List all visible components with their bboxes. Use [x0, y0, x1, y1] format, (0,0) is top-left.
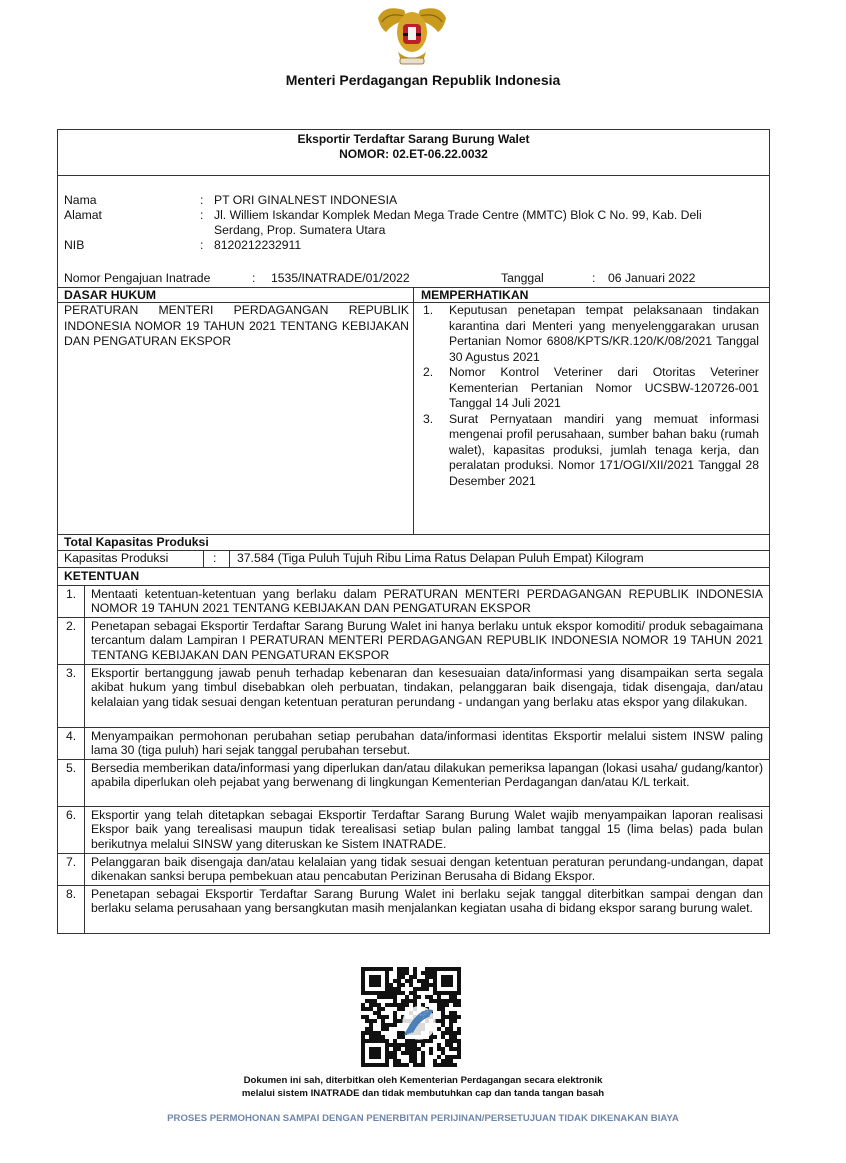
company-address: Jl. Williem Iskandar Komplek Medan Mega Trade Centre (MMTC) Blok C No. 99, Kab. Deli Serdang, Prop. Sumatera Utara [214, 208, 702, 237]
ministry-title: Menteri Perdagangan Republik Indonesia [285, 72, 561, 88]
certificate-number: NOMOR: 02.ET-06.22.0032 [339, 147, 488, 161]
nib-label: NIB [64, 238, 85, 252]
capacity-label: Kapasitas Produksi [64, 551, 169, 565]
considering-heading: MEMPERHATIKAN [421, 288, 529, 302]
divider [57, 567, 770, 568]
company-name: PT ORI GINALNEST INDONESIA [214, 193, 398, 207]
submission-date-label: Tanggal [501, 271, 544, 285]
considering-list [419, 303, 759, 489]
column-divider [413, 287, 414, 534]
provision-item: 4. Menyampaikan permohonan perubahan setiap perubahan data/informasi identitas Eksportir melalui sistem INSW paling lama 30 (tiga puluh) hari sejak tanggal perubahan tersebut. [58, 727, 769, 759]
cell-divider [229, 550, 230, 567]
provision-item: 8. Penetapan sebagai Eksportir Terdaftar Sarang Burung Walet ini berlaku sejak tanggal diterbitkan sampai dengan dan berlaku selama perusahaan yang bersangkutan masih menjalankan kegiatan usaha di bidang ekspor sarang burung walet. [58, 885, 769, 917]
capacity-heading: Total Kapasitas Produksi [64, 535, 209, 549]
fee-notice: PROSES PERMOHONAN SAMPAI DENGAN PENERBITAN PERIJINAN/PERSETUJUAN TIDAK DIKENAKAN BIAYA [167, 1113, 679, 1124]
provision-item: 2. Penetapan sebagai Eksportir Terdaftar Sarang Burung Walet ini hanya berlaku untuk ekspor komoditi/ produk sebagaimana tercantum dalam Lampiran I PERATURAN MENTERI PERDAGANGAN REPUBLIK INDONESIA NOMOR 19 TAHUN 2021 TENTANG KEBIJAKAN DAN PENGATURAN EKSPOR [58, 617, 769, 663]
submission-date-separator: : [592, 271, 596, 285]
legal-basis-text: PERATURAN MENTERI PERDAGANGAN REPUBLIK INDONESIA NOMOR 19 TAHUN 2021 TENTANG KEBIJAKAN DAN PENGATURAN EKSPOR [64, 303, 409, 348]
submission-number: 1535/INATRADE/01/2022 [271, 271, 410, 285]
capacity-separator: : [213, 551, 217, 565]
address-separator: : [200, 208, 204, 222]
provision-item: 5. Bersedia memberikan data/informasi yang diperlukan dan/atau dilakukan pemeriksa lapangan (lokasi usaha/ gudang/kantor) apabila diperlukan oleh pejabat yang berwenang di lingkungan Kementerian Perdagangan dan/atau K/L terkait. [58, 759, 769, 791]
certificate-header [57, 129, 770, 176]
nib-value: 8120212232911 [214, 238, 302, 252]
provision-item: 3. Eksportir bertanggung jawab penuh terhadap kebenaran dan kesesuaian data/informasi yang disampaikan serta segala akibat hukum yang timbul disebabkan oleh perbuatan, tindakan, pelanggaran baik disengaja, tidak disengaja, dan/atau kelalaian yang tidak sesuai dengan ketentuan peraturan perundang - undangan yang berlaku atas ekspor yang dilakukan. [58, 664, 769, 710]
submission-separator: : [252, 271, 256, 285]
name-label: Nama [64, 193, 97, 207]
name-separator: : [200, 193, 204, 207]
list-item: 3. Surat Pernyataan mandiri yang memuat informasi mengenai profil perusahaan, sumber bahan baku (rumah walet), kapasitas produksi, jumlah tenaga kerja, dan peralatan produksi. Nomor 171/OGI/XII/2021 Tanggal 28 Desember 2021 [423, 411, 759, 488]
provision-item: 6. Eksportir yang telah ditetapkan sebagai Eksportir Terdaftar Sarang Burung Walet wajib menyampaikan laporan realisasi Ekspor baik yang terealisasi maupun tidak terealisasi setiap bulan paling lambat tanggal 15 (lima belas) pada bulan berikutnya melalui SINSW yang diteruskan ke Sistem INATRADE. [58, 806, 769, 852]
list-item: 1. Keputusan penetapan tempat pelaksanaan tindakan karantina dari Menteri yang menyelenggarakan urusan Pertanian Nomor 6808/KPTS/KR.120/K/08/2021 Tanggal 30 Agustus 2021 [423, 303, 759, 364]
address-label: Alamat [64, 208, 102, 222]
cell-divider [203, 550, 204, 567]
provisions-heading: KETENTUAN [64, 569, 140, 583]
qr-code-icon[interactable] [361, 967, 461, 1067]
provision-item: 1. Mentaati ketentuan-ketentuan yang berlaku dalam PERATURAN MENTERI PERDAGANGAN REPUBLIK INDONESIA NOMOR 19 TAHUN 2021 TENTANG KEBIJAKAN DAN PENGATURAN EKSPOR [58, 585, 769, 617]
certificate-title: Eksportir Terdaftar Sarang Burung Walet [297, 132, 530, 146]
nib-separator: : [200, 238, 204, 252]
garuda-emblem-icon [374, 0, 450, 68]
validity-note: Dokumen ini sah, diterbitkan oleh Kementerian Perdagangan secara elektronik melalui sistem INATRADE dan tidak membutuhkan cap dan tanda tangan basah [241, 1075, 605, 1099]
legal-basis-heading: DASAR HUKUM [64, 288, 157, 302]
list-item: 2. Nomor Kontrol Veteriner dari Otoritas Veteriner Kementerian Pertanian Nomor UCSBW-120726-001 Tanggal 14 Juli 2021 [423, 365, 759, 410]
submission-date: 06 Januari 2022 [608, 271, 696, 285]
provision-item: 7. Pelanggaran baik disengaja dan/atau kelalaian yang tidak sesuai dengan ketentuan peraturan perundang-undangan, dapat dikenakan sanksi berupa pembekuan atau pencabutan Perizinan Berusaha di Bidang Ekspor. [58, 853, 769, 885]
capacity-value: 37.584 (Tiga Puluh Tujuh Ribu Lima Ratus Delapan Puluh Empat) Kilogram [237, 551, 644, 565]
submission-label: Nomor Pengajuan Inatrade [64, 271, 211, 285]
